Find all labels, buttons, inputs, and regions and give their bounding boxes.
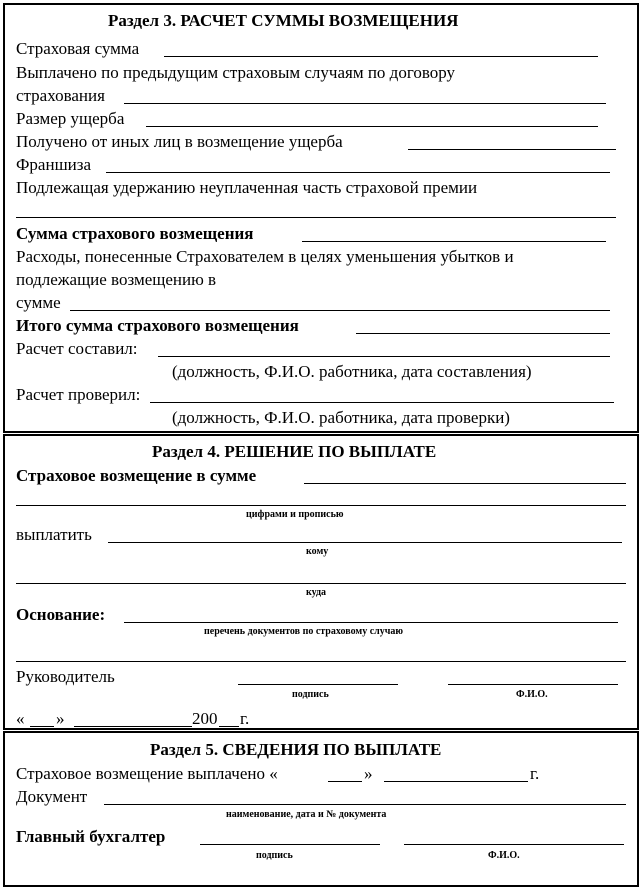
expenses-label: Расходы, понесенные Страхователем в целях уменьшения убытков и [16,247,514,266]
basis-field-2[interactable] [16,661,626,662]
expenses-label-cont: подлежащие возмещению в [16,270,217,289]
compensation-in-sum-field-2[interactable] [16,505,626,506]
paid-previous-label-cont: страхования [16,86,105,105]
hint-where: куда [306,587,327,598]
deductible-label: Франшиза [16,155,92,174]
paid-year-suffix: г. [530,764,540,783]
document-label: Документ [16,787,88,806]
date-day-field[interactable] [30,726,54,727]
paid-day-field[interactable] [328,781,362,782]
received-from-others-field[interactable] [408,149,616,150]
compensation-in-sum-field[interactable] [304,483,626,484]
section-5-title: Раздел 5. СВЕДЕНИЯ ПО ВЫПЛАТЕ [150,740,442,759]
hint-amount: цифрами и прописью [246,509,344,520]
pay-label: выплатить [16,525,92,544]
paid-previous-label: Выплачено по предыдущим страховым случаям по договору [16,63,456,82]
damage-amount-field[interactable] [146,126,598,127]
checked-by-label: Расчет проверил: [16,385,141,404]
paid-previous-field[interactable] [124,103,606,104]
chief-accountant-signature-field[interactable] [200,844,380,845]
compensation-in-sum-label: Страховое возмещение в сумме [16,466,257,485]
year-prefix: 200 [192,709,218,728]
pay-field[interactable] [108,542,622,543]
pay-where-field[interactable] [16,583,626,584]
compensation-sum-field[interactable] [302,241,606,242]
calculated-by-field[interactable] [158,356,610,357]
paid-close-quote: » [364,764,373,783]
unpaid-premium-label: Подлежащая удержанию неуплаченная часть страховой премии [16,178,478,197]
calculated-by-hint: (должность, Ф.И.О. работника, дата составления) [172,362,532,381]
basis-label: Основание: [16,605,106,624]
expenses-field[interactable] [70,310,610,311]
paid-text-label: Страховое возмещение выплачено « [16,764,278,783]
date-month-field[interactable] [74,726,192,727]
manager-signature-field[interactable] [238,684,398,685]
basis-field[interactable] [124,622,618,623]
hint-documents: перечень документов по страховому случаю [204,626,404,637]
section-4-title: Раздел 4. РЕШЕНИЕ ПО ВЫПЛАТЕ [152,442,437,461]
insurance-sum-label: Страховая сумма [16,39,140,58]
manager-name-field[interactable] [448,684,618,685]
unpaid-premium-field[interactable] [16,217,616,218]
date-close-quote: » [56,709,65,728]
hint-signature: подпись [292,689,329,700]
paid-month-field[interactable] [384,781,528,782]
year-suffix: г. [240,709,250,728]
date-open-quote: « [16,709,25,728]
compensation-sum-label: Сумма страхового возмещения [16,224,254,243]
expenses-label-sum: сумме [16,293,61,312]
hint-whom: кому [306,546,329,557]
hint-signature-2: подпись [256,850,293,861]
date-year-field[interactable] [219,726,239,727]
manager-label: Руководитель [16,667,115,686]
total-compensation-field[interactable] [356,333,610,334]
insurance-sum-field[interactable] [164,56,598,57]
hint-document: наименование, дата и № документа [226,809,387,820]
chief-accountant-label: Главный бухгалтер [16,827,166,846]
hint-name: Ф.И.О. [516,689,548,700]
received-from-others-label: Получено от иных лиц в возмещение ущерба [16,132,343,151]
checked-by-hint: (должность, Ф.И.О. работника, дата проверки) [172,408,510,427]
total-compensation-label: Итого сумма страхового возмещения [16,316,299,335]
section-3-title: Раздел 3. РАСЧЕТ СУММЫ ВОЗМЕЩЕНИЯ [108,11,459,30]
calculated-by-label: Расчет составил: [16,339,138,358]
deductible-field[interactable] [106,172,610,173]
chief-accountant-name-field[interactable] [404,844,624,845]
document-field[interactable] [104,804,626,805]
hint-name-2: Ф.И.О. [488,850,520,861]
checked-by-field[interactable] [150,402,614,403]
damage-amount-label: Размер ущерба [16,109,125,128]
